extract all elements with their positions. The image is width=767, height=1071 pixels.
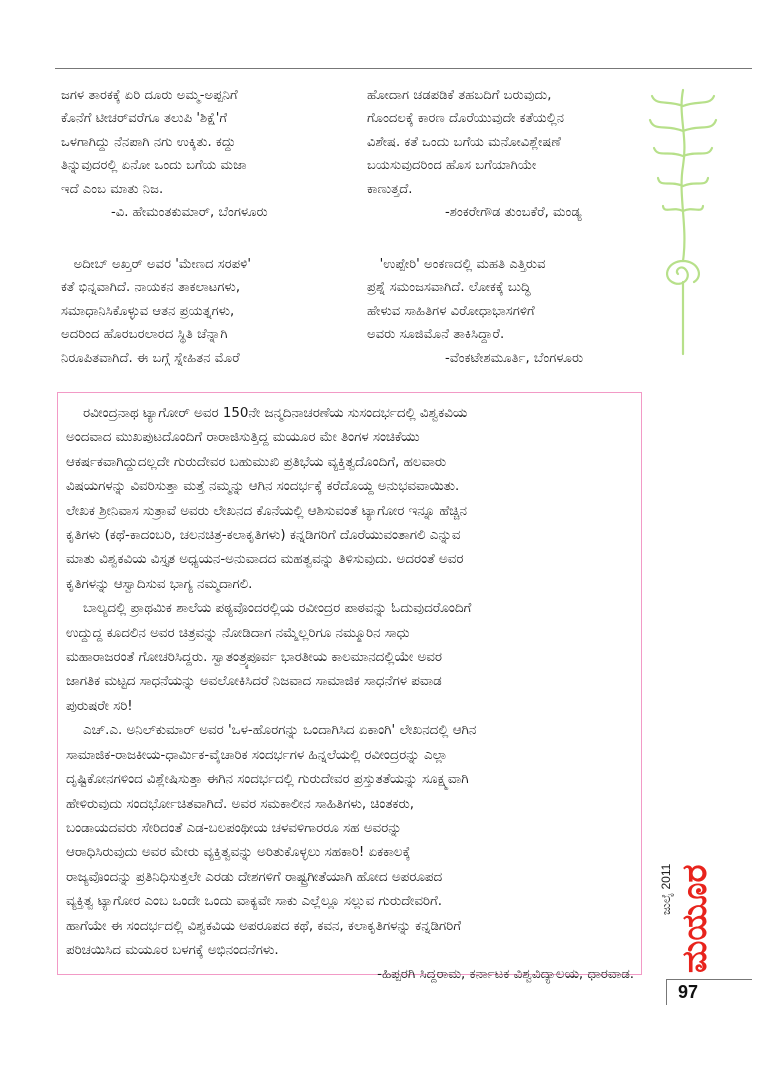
letter-line: ಹೇಳಿರುವುದು ಸಂದರ್ಭೋಚಿತವಾಗಿದೆ. ಅವರ ಸಮಕಾಲೀನ ಸಾಹಿತಿಗಳು, ಚಿಂತಕರು,	[66, 796, 415, 812]
page-number: 97	[678, 982, 699, 1002]
letter-line: 'ಉಪ್ಪೇರಿ' ಅಂಕಣದಲ್ಲಿ ಮಹತಿ ಎತ್ತಿರುವ	[367, 257, 546, 272]
letter-line: ಮಹಾರಾಜರಂತೆ ಗೋಚರಿಸಿದ್ದರು. ಸ್ವಾತಂತ್ರ್ಯಪೂರ್ವ ಭಾರತೀಯ ಕಾಲಮಾನದಲ್ಲಿಯೇ ಅವರ	[66, 650, 442, 666]
letter-line: ಇದೆ ಎಂಬ ಮಾತು ನಿಜ.	[61, 181, 164, 197]
letter-line: ಎಚ್.ಎ. ಅನಿಲ್‌ಕುಮಾರ್ ಅವರ 'ಒಳ-ಹೊರಗನ್ನು ಒಂದಾಗಿಸಿದ ಏಕಾಂಗಿ' ಲೇಖನದಲ್ಲಿ ಆಗಿನ	[66, 723, 477, 739]
brand-logo: ಮಯೂರ	[675, 864, 715, 973]
letter-line: ವಿಷಯಗಳನ್ನು ವಿವರಿಸುತ್ತಾ ಮತ್ತೆ ನಮ್ಮನ್ನು ಆಗಿನ ಸಂದರ್ಭಕ್ಕೆ ಕರೆದೊಯ್ದ ಅನುಭವವಾಯಿತು.	[66, 479, 460, 495]
letter-line: ಹಾಗೆಯೇ ಈ ಸಂದರ್ಭದಲ್ಲಿ ವಿಶ್ವಕವಿಯ ಅಪರೂಪದ ಕಥೆ, ಕವನ, ಕಲಾಕೃತಿಗಳನ್ನು ಕನ್ನಡಿಗರಿಗೆ	[66, 918, 461, 934]
letter-line: ಪುರುಷರೇ ಸರಿ!	[66, 698, 133, 714]
footer-rule	[666, 979, 752, 980]
letter-line: ಅದರಿಂದ ಹೊರಬರಲಾರದ ಸ್ಥಿತಿ ಚೆನ್ನಾಗಿ	[61, 327, 228, 343]
floral-ornament	[648, 86, 718, 356]
letter-line: ಕೊನೆಗೆ ಟೀಚರ್‌ವರೆಗೂ ತಲುಪಿ 'ಶಿಕ್ಷೆ'ಗೆ	[61, 111, 227, 127]
letter-line: ನಿರೂಪಿತವಾಗಿದೆ. ಈ ಬಗ್ಗೆ ಸ್ನೇಹಿತನ ಮೊರೆ	[61, 350, 240, 366]
letter-1	[61, 84, 268, 224]
letter-line: ಬಾಲ್ಯದಲ್ಲಿ ಪ್ರಾಥಮಿಕ ಶಾಲೆಯ ಪಠ್ಯವೊಂದರಲ್ಲಿಯ ರವೀಂದ್ರರ ಪಾಠವನ್ನು ಓದುವುದರೊಂದಿಗೆ	[66, 601, 472, 617]
letter-line: ಕೃತಿಗಳು (ಕಥೆ-ಕಾದಂಬರಿ, ಚಲನಚಿತ್ರ-ಕಲಾಕೃತಿಗಳು) ಕನ್ನಡಿಗರಿಗೆ ದೊರೆಯುವಂತಾಗಲಿ ಎನ್ನುವ	[66, 528, 461, 544]
letter-line: ದೃಷ್ಟಿಕೋನಗಳಿಂದ ವಿಶ್ಲೇಷಿಸುತ್ತಾ ಈಗಿನ ಸಂದರ್ಭದಲ್ಲಿ ಗುರುದೇವರ ಪ್ರಸ್ತುತತೆಯನ್ನು ಸೂಕ್ಷ್ಮವಾಗಿ	[66, 772, 469, 788]
letter-line: ಬಯಸುವುದರಿಂದ ಹೊಸ ಬಗೆಯಾಗಿಯೇ	[367, 158, 537, 174]
letter-line: ರಾಜ್ಯವೊಂದನ್ನು ಪ್ರತಿನಿಧಿಸುತ್ತಲೇ ಎರಡು ದೇಶಗಳಿಗೆ ರಾಷ್ಟ್ರಗೀತೆಯಾಗಿ ಹೋದ ಅಪರೂಪದ	[66, 869, 443, 885]
letter-line: ಸಾಮಾಜಿಕ-ರಾಜಕೀಯ-ಧಾರ್ಮಿಕ-ವೈಚಾರಿಕ ಸಂದರ್ಭಗಳ ಹಿನ್ನಲೆಯಲ್ಲಿ ರವೀಂದ್ರರನ್ನು ಎಲ್ಲಾ	[66, 747, 448, 763]
letter-4	[367, 253, 583, 370]
footer-divider	[666, 979, 667, 1005]
letter-signature: -ವಿ. ಹೇಮಂತಕುಮಾರ್, ಬೆಂಗಳೂರು	[111, 205, 268, 221]
letter-signature: -ಶಂಕರೇಗೌಡ ತುಂಬಕೆರೆ, ಮಂಡ್ಯ	[445, 205, 582, 221]
masthead	[658, 835, 718, 975]
letter-line: ಜಗಳ ತಾರಕಕ್ಕೆ ಏರಿ ದೂರು ಅಮ್ಮ-ಅಪ್ಪನಿಗೆ	[61, 88, 238, 103]
letter-line: ಅದೀಬ್ ಅಖ್ತರ್ ಅವರ 'ಮೇಣದ ಸರಪಳಿ'	[61, 257, 252, 272]
letter-line: ಪರಿಚಯಿಸಿದ ಮಯೂರ ಬಳಗಕ್ಕೆ ಅಭಿನಂದನೆಗಳು.	[66, 942, 279, 958]
letter-line: ಅವರು ಸೂಜಿಮೊನೆ ತಾಕಿಸಿದ್ದಾರೆ.	[367, 327, 505, 343]
letter-line: ಆಕರ್ಷಕವಾಗಿದ್ದುದಲ್ಲದೇ ಗುರುದೇವರ ಬಹುಮುಖಿ ಪ್ರತಿಭೆಯ ವ್ಯಕ್ತಿತ್ವದೊಂದಿಗೆ, ಹಲವಾರು	[66, 454, 447, 470]
letter-signature: -ವೆಂಕಟೇಶಮೂರ್ತಿ, ಬೆಂಗಳೂರು	[445, 350, 584, 366]
letter-line: ಬಂಡಾಯದವರು ಸೇರಿದಂತೆ ಎಡ-ಬಲಪಂಥೀಯ ಚಳವಳಿಗಾರರೂ ಸಹ ಅವರನ್ನು	[66, 820, 402, 836]
letter-line: ಅಂದವಾದ ಮುಖಪುಟದೊಂದಿಗೆ ರಾರಾಜಿಸುತ್ತಿದ್ದ ಮಯೂರ ಮೇ ತಿಂಗಳ ಸಂಚಿಕೆಯು	[66, 430, 420, 446]
letter-line: ಕಾಣುತ್ತದೆ.	[367, 181, 413, 197]
letter-line: ಹೋದಾಗ ಚಡಪಡಿಕೆ ತಹಬದಿಗೆ ಬರುವುದು,	[367, 88, 552, 103]
letter-line: ಹೇಳುವ ಸಾಹಿತಿಗಳ ವಿರೋಧಾಭಾಸಗಳಿಗೆ	[367, 303, 535, 319]
top-rule	[55, 68, 752, 69]
letter-line: ವ್ಯಕ್ತಿತ್ವ ಟ್ಯಾಗೋರ ಎಂಬ ಒಂದೇ ಒಂದು ವಾಕ್ಯವೇ ಸಾಕು ಎಲ್ಲೆಲ್ಲೂ ಸಲ್ಲುವ ಗುರುದೇವರಿಗೆ.	[66, 894, 443, 910]
letter-line: ಜಾಗತಿಕ ಮಟ್ಟದ ಸಾಧನೆಯನ್ನು ಅವಲೋಕಿಸಿದರೆ ನಿಜವಾದ ಸಾಮಾಜಿಕ ಸಾಧನೆಗಳ ಪವಾಡ	[66, 674, 442, 690]
letter-line: ಉದ್ದುದ್ದ ಕೂದಲಿನ ಅವರ ಚಿತ್ರವನ್ನು ನೋಡಿದಾಗ ನಮ್ಮೆಲ್ಲರಿಗೂ ನಮ್ಮೂರಿನ ಸಾಧು	[66, 625, 410, 641]
letter-line: ಲೇಖಕ ಶ್ರೀನಿವಾಸ ಸುತ್ರಾವೆ ಅವರು ಲೇಖನದ ಕೊನೆಯಲ್ಲಿ ಆಶಿಸುವಂತೆ ಟ್ಯಾಗೋರ ಇನ್ನೂ ಹೆಚ್ಚಿನ	[66, 503, 467, 519]
letter-signature: -ಹಿಪ್ಪರಗಿ ಸಿದ್ದರಾಮ, ಕರ್ನಾಟಕ ವಿಶ್ವವಿದ್ಯಾಲಯ, ಧಾರವಾಡ.	[377, 967, 634, 983]
letter-line: ಒಳಗಾಗಿದ್ದು ನೆನಪಾಗಿ ನಗು ಉಕ್ಕಿತು. ಕದ್ದು	[61, 134, 236, 150]
issue-date: ಜುಲೈ 2011	[659, 863, 673, 915]
letter-2	[367, 84, 582, 224]
letter-line: ವಿಶೇಷ. ಕತೆ ಒಂದು ಬಗೆಯ ಮನೋವಿಶ್ಲೇಷಣೆ	[367, 134, 561, 150]
letter-line: ಸಮಾಧಾನಿಸಿಕೊಳ್ಳುವ ಆತನ ಪ್ರಯತ್ನಗಳು,	[61, 303, 235, 319]
letter-line: ಮಾತು ವಿಶ್ವಕವಿಯ ವಿಸ್ತೃತ ಅಧ್ಯಯನ-ಅನುವಾದದ ಮಹತ್ವವನ್ನು ತಿಳಿಸುವುದು. ಅದರಂತೆ ಅವರ	[66, 552, 464, 568]
letter-line: ತಿನ್ನುವುದರಲ್ಲಿ ಏನೋ ಒಂದು ಬಗೆಯ ಮಜಾ	[61, 158, 247, 174]
letter-line: ಆರಾಧಿಸಿರುವುದು ಅವರ ಮೇರು ವ್ಯಕ್ತಿತ್ವವನ್ನು ಅರಿತುಕೊಳ್ಳಲು ಸಹಕಾರಿ! ಏಕಕಾಲಕ್ಕೆ	[66, 845, 411, 861]
letter-line: ಕತೆ ಭಿನ್ನವಾಗಿದೆ. ನಾಯಕನ ತಾಕಲಾಟಗಳು,	[61, 280, 241, 296]
letter-line: ಗೊಂದಲಕ್ಕೆ ಕಾರಣ ದೊರೆಯುವುದೇ ಕತೆಯಲ್ಲಿನ	[367, 111, 565, 127]
letter-line: ಪ್ರಶ್ನೆ ಸಮಂಜಸವಾಗಿದೆ. ಲೋಕಕ್ಕೆ ಬುದ್ಧಿ	[367, 280, 531, 296]
letter-line: ಕೃತಿಗಳನ್ನು ಆಸ್ವಾದಿಸುವ ಭಾಗ್ಯ ನಮ್ಮದಾಗಲಿ.	[66, 576, 253, 592]
letter-line: ರವೀಂದ್ರನಾಥ ಟ್ಯಾಗೋರ್ ಅವರ 150ನೇ ಜನ್ಮದಿನಾಚರಣೆಯ ಸುಸಂದರ್ಭದಲ್ಲಿ ವಿಶ್ವಕವಿಯ	[66, 406, 468, 421]
featured-letter	[66, 402, 636, 988]
letter-3	[61, 253, 251, 370]
